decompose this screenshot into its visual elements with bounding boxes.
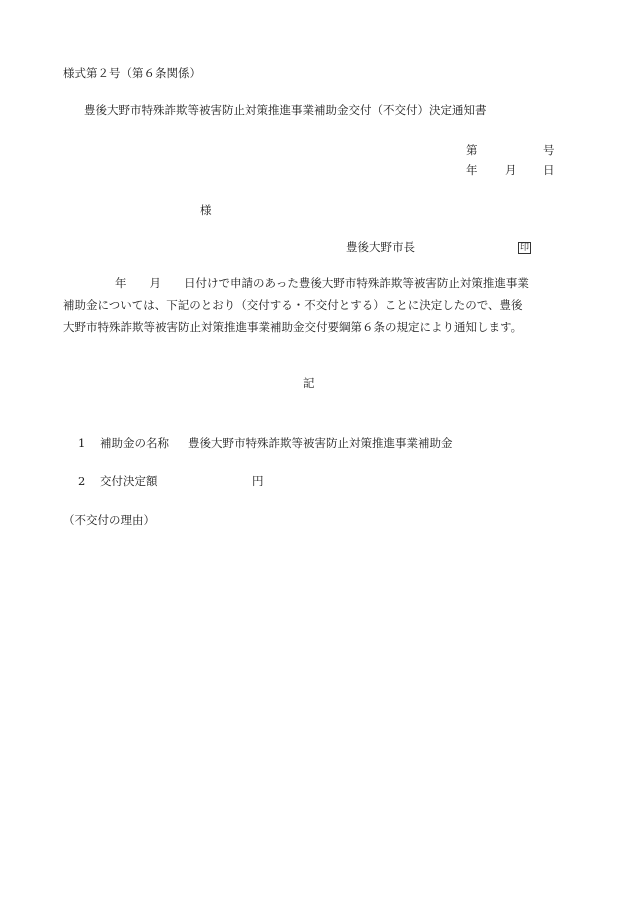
item-label: 交付決定額: [100, 474, 158, 488]
date-year: 年: [466, 163, 478, 177]
item-label: 補助金の名称: [100, 436, 169, 450]
notice-body: [63, 272, 573, 338]
form-label: 様式第２号（第６条関係）: [63, 66, 201, 80]
body-line-3: 大野市特殊詐欺等被害防止対策推進事業補助金交付要綱第６条の規定により通知します。: [63, 320, 523, 334]
body-line-1: 年 月 日付けで申請のあった豊後大野市特殊詐欺等被害防止対策推進事業: [115, 276, 529, 290]
item-value: 豊後大野市特殊詐欺等被害防止対策推進事業補助金: [188, 436, 453, 450]
ki-heading: 記: [303, 376, 315, 390]
item-number: 1: [78, 436, 86, 450]
document-number-suffix: 号: [543, 143, 555, 157]
addressee-honorific: 様: [200, 203, 212, 217]
item-number: 2: [78, 474, 86, 488]
document-number-prefix: 第: [466, 143, 478, 157]
sender-name: 豊後大野市長: [346, 240, 415, 254]
body-line-2: 補助金については、下記のとおり（交付する・不交付とする）ことに決定したので、豊後: [63, 298, 523, 312]
document-title: 豊後大野市特殊詐欺等被害防止対策推進事業補助金交付（不交付）決定通知書: [84, 103, 487, 117]
date-month: 月: [505, 163, 517, 177]
date-day: 日: [543, 163, 555, 177]
item-value: 円: [252, 474, 264, 488]
seal-mark: 印: [520, 243, 530, 253]
reason-label: （不交付の理由）: [63, 513, 155, 527]
